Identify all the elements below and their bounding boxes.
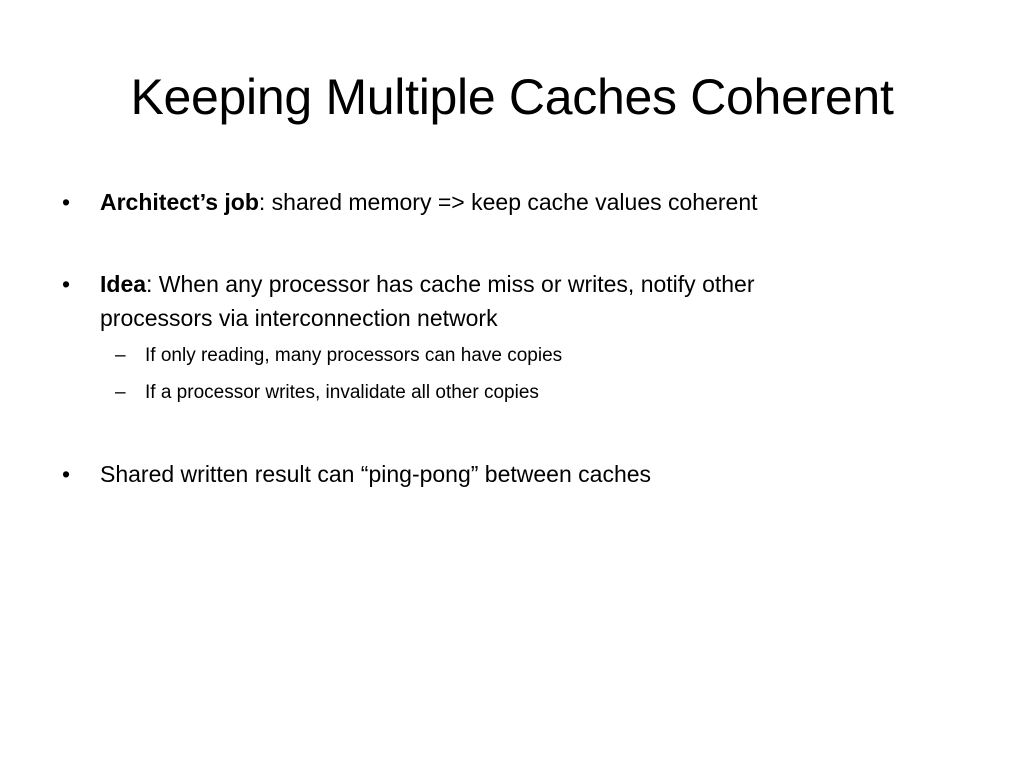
subbullet-writes (115, 380, 905, 406)
bullet-idea-continuation (100, 301, 900, 335)
subbullet-text: If only reading, many processors can have copies (145, 345, 563, 366)
bullet-lead: Idea (100, 271, 147, 297)
subbullet-text: If a processor writes, invalidate all other copies (145, 382, 539, 403)
bullet-text: : When any processor has cache miss or writes, notify other (146, 271, 755, 297)
subbullet-reading (115, 343, 905, 369)
bullet-text: : shared memory => keep cache values coherent (258, 189, 758, 215)
bullet-lead: Architect’s job (100, 189, 259, 215)
bullet-ping-pong (62, 457, 900, 491)
bullet-architects-job (62, 185, 900, 219)
bullet-idea (62, 267, 900, 301)
subbullet-marker: – (115, 345, 126, 366)
bullet-continuation-text: processors via interconnection network (100, 305, 498, 331)
bullet-marker: • (62, 461, 71, 487)
bullet-marker: • (62, 271, 71, 297)
bullet-text: Shared written result can “ping-pong” between caches (100, 461, 652, 487)
bullet-marker: • (62, 189, 71, 215)
slide-title: Keeping Multiple Caches Coherent (130, 69, 894, 125)
subbullet-marker: – (115, 382, 126, 403)
